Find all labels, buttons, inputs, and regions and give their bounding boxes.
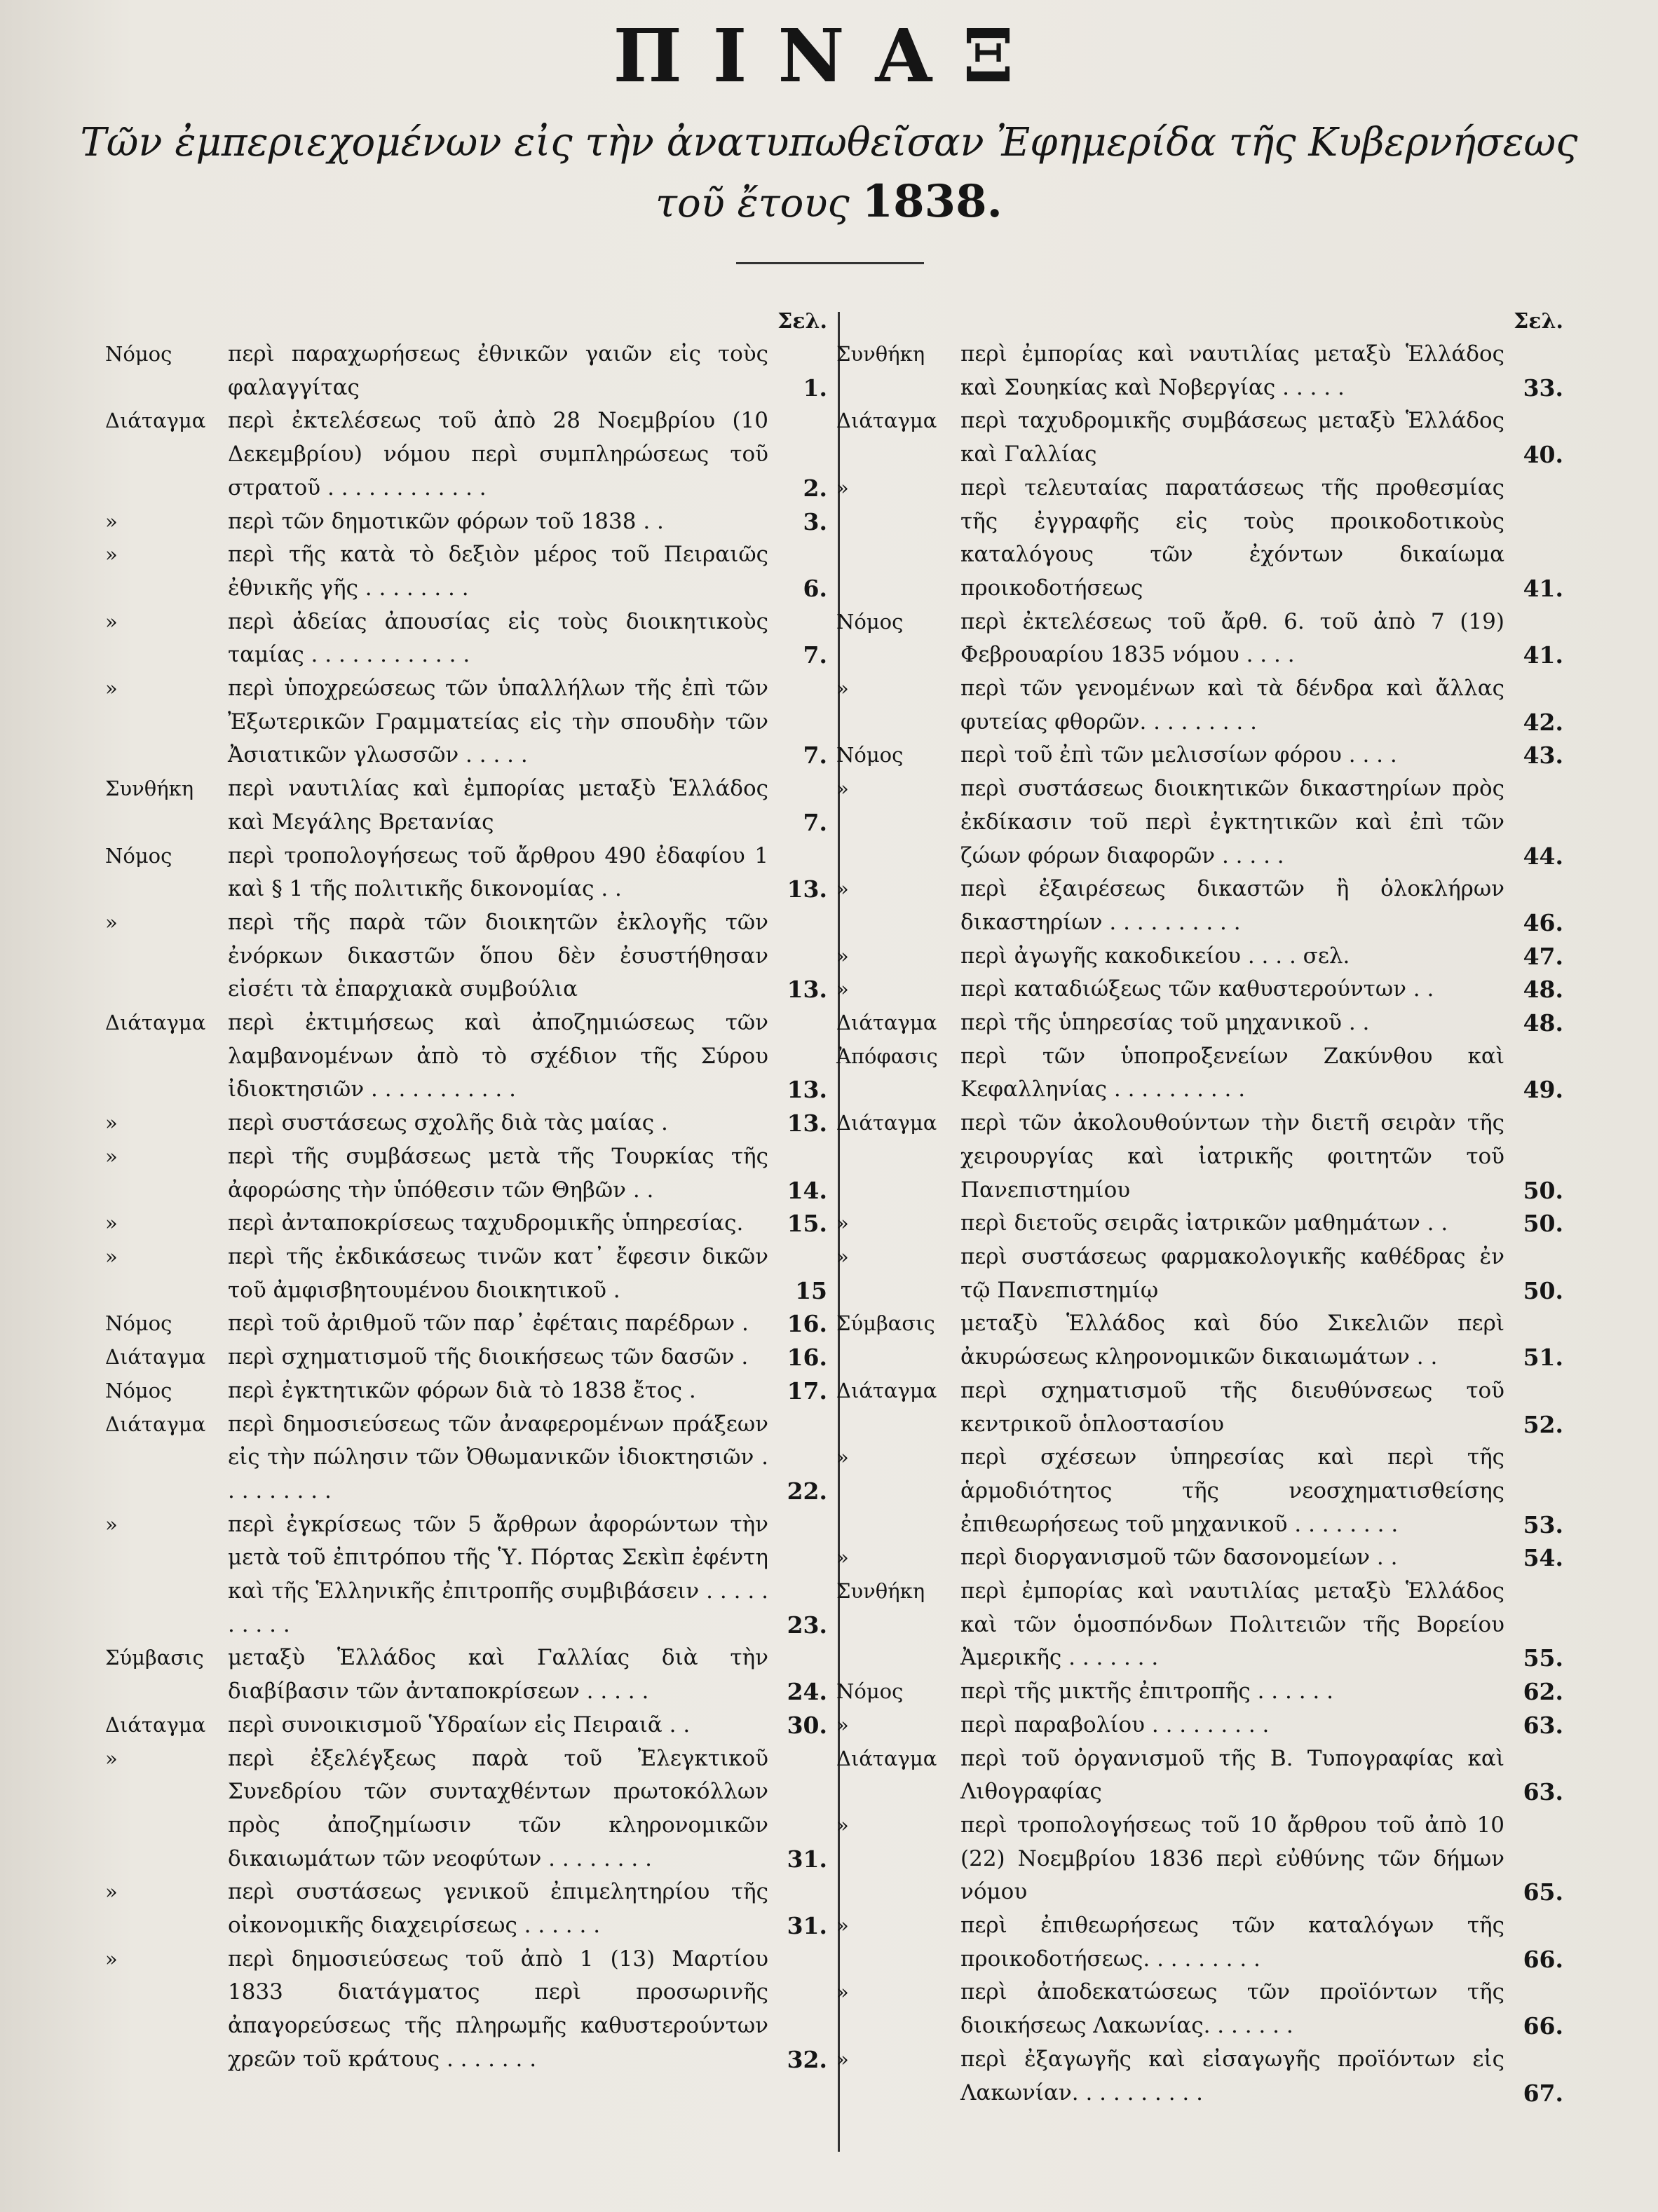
index-entry bbox=[105, 1207, 827, 1241]
entry-type: Νόμος bbox=[836, 1679, 904, 1704]
entry-page-number: 2. bbox=[803, 474, 827, 502]
entry-page-number: 14. bbox=[787, 1176, 827, 1204]
entry-type: Σύμβασις bbox=[105, 1646, 204, 1670]
entry-type: » bbox=[836, 1712, 849, 1737]
entry-type: » bbox=[836, 877, 849, 901]
index-entry bbox=[831, 1040, 1563, 1107]
index-entry bbox=[831, 772, 1563, 873]
entry-page-number: 23. bbox=[787, 1611, 827, 1639]
entry-page-number: 63. bbox=[1523, 1778, 1563, 1806]
entry-description: περὶ συστάσεως σχολῆς διὰ τὰς μαίας . bbox=[228, 1110, 668, 1136]
index-entry bbox=[105, 1742, 827, 1876]
entry-page-number: 41. bbox=[1523, 574, 1563, 602]
entry-description: περὶ τῆς μικτῆς ἐπιτροπῆς . . . . . . bbox=[960, 1679, 1333, 1705]
entry-type: » bbox=[836, 777, 849, 801]
entry-page-number: 66. bbox=[1523, 1945, 1563, 1973]
entry-type: Διάταγμα bbox=[105, 1712, 206, 1737]
entry-page-number: 66. bbox=[1523, 2012, 1563, 2040]
entry-type: Νόμος bbox=[105, 342, 172, 366]
entry-type: » bbox=[836, 676, 849, 701]
entry-page-number: 31. bbox=[787, 1912, 827, 1940]
entry-page-number: 50. bbox=[1523, 1176, 1563, 1204]
entry-description: περὶ ἀποδεκατώσεως τῶν προϊόντων τῆς διοικήσεως Λακωνίας. . . . . . . bbox=[960, 1979, 1504, 2039]
entry-type: Σύμβασις bbox=[836, 1311, 935, 1336]
entry-type: » bbox=[105, 1880, 118, 1904]
entry-type: » bbox=[105, 609, 118, 634]
entry-type: » bbox=[836, 2047, 849, 2071]
entry-type: » bbox=[105, 1946, 118, 1971]
entry-description: περὶ τοῦ ἀριθμοῦ τῶν παρ᾽ ἐφέταις παρέδρων . bbox=[228, 1311, 749, 1337]
index-entry bbox=[831, 1241, 1563, 1307]
entry-type: Διάταγμα bbox=[105, 1412, 206, 1436]
entry-type: Διάταγμα bbox=[105, 1011, 206, 1035]
entry-description: περὶ τῆς συμβάσεως μετὰ τῆς Τουρκίας τῆς ἀφορώσης τὴν ὑπόθεσιν τῶν Θηβῶν . . bbox=[228, 1143, 768, 1203]
index-entry bbox=[831, 1374, 1563, 1441]
index-entry bbox=[105, 1641, 827, 1708]
index-entry bbox=[105, 505, 827, 539]
entry-description: περὶ ἐμπορίας καὶ ναυτιλίας μεταξὺ Ἑλλάδος καὶ τῶν ὁμοσπόνδων Πολιτειῶν τῆς Βορείου Ἀμερικῆς . . . . . . . bbox=[960, 1578, 1504, 1671]
index-entry bbox=[831, 1207, 1563, 1241]
index-entry bbox=[831, 2043, 1563, 2110]
index-entry bbox=[831, 1107, 1563, 1207]
entry-type: » bbox=[105, 1746, 118, 1770]
index-entry bbox=[831, 873, 1563, 939]
index-entry bbox=[105, 538, 827, 605]
left-entries bbox=[105, 338, 827, 2153]
entry-page-number: 40. bbox=[1523, 441, 1563, 469]
index-entry bbox=[105, 840, 827, 906]
entry-page-number: 42. bbox=[1523, 708, 1563, 736]
entry-type: » bbox=[836, 1545, 849, 1570]
entry-page-number: 53. bbox=[1523, 1510, 1563, 1538]
entry-description: περὶ τῆς ὑπηρεσίας τοῦ μηχανικοῦ . . bbox=[960, 1010, 1370, 1036]
entry-page-number: 41. bbox=[1523, 641, 1563, 669]
entry-type: » bbox=[836, 475, 849, 500]
entry-type: » bbox=[836, 1445, 849, 1470]
entry-page-number: 6. bbox=[803, 574, 827, 602]
entry-page-number: 32. bbox=[787, 2045, 827, 2073]
index-entry bbox=[831, 1575, 1563, 1675]
index-entry bbox=[831, 338, 1563, 404]
entry-description: περὶ ἐκτιμήσεως καὶ ἀποζημιώσεως τῶν λαμβανομένων ἀπὸ τὸ σχέδιον τῆς Σύρου ἰδιοκτησιῶν . . . . . . . . . . . bbox=[228, 1010, 768, 1102]
entry-description: μεταξὺ Ἑλλάδος καὶ Γαλλίας διὰ τὴν διαβίβασιν τῶν ἀνταποκρίσεων . . . . . bbox=[228, 1645, 768, 1705]
entry-type: » bbox=[105, 1144, 118, 1168]
entry-type: Νόμος bbox=[105, 1378, 172, 1402]
entry-description: περὶ τῆς ἐκδικάσεως τινῶν κατ᾽ ἔφεσιν δικῶν τοῦ ἀμφισβητουμένου διοικητικοῦ . bbox=[228, 1243, 768, 1303]
entry-description: περὶ τῶν γενομένων καὶ τὰ δένδρα καὶ ἄλλας φυτείας φθορῶν. . . . . . . . . bbox=[960, 676, 1504, 735]
entry-page-number: 16. bbox=[787, 1310, 827, 1338]
entry-description: περὶ ἐγκρίσεως τῶν 5 ἄρθρων ἀφορώντων τὴν μετὰ τοῦ ἐπιτρόπου τῆς Ὑ. Πόρτας Σεκὶπ ἐφέντη καὶ τῆς Ἑλληνικῆς ἐπιτροπῆς συμβιβάσειν . . . . . . . . . . bbox=[228, 1511, 768, 1637]
entry-type: Διάταγμα bbox=[836, 1746, 937, 1770]
entry-page-number: 52. bbox=[1523, 1410, 1563, 1438]
index-entry bbox=[831, 1742, 1563, 1809]
index-entry bbox=[831, 672, 1563, 739]
entry-page-number: 13. bbox=[787, 875, 827, 903]
entry-page-number: 63. bbox=[1523, 1711, 1563, 1739]
entry-page-number: 47. bbox=[1523, 942, 1563, 970]
index-entry bbox=[105, 1140, 827, 1207]
entry-type: Διάταγμα bbox=[105, 1345, 206, 1370]
entry-description: περὶ δημοσιεύσεως τοῦ ἀπὸ 1 (13) Μαρτίου 1833 διατάγματος περὶ προσωρινῆς ἀπαγορεύσεως τῆς πληρωμῆς καθυστερούντων χρεῶν τοῦ κράτους . . . . . . . bbox=[228, 1946, 768, 2072]
index-entry bbox=[105, 1709, 827, 1742]
entry-page-number: 48. bbox=[1523, 976, 1563, 1004]
index-entry bbox=[105, 404, 827, 505]
subtitle-line-2 bbox=[0, 177, 1658, 229]
index-entry bbox=[831, 472, 1563, 606]
index-entry bbox=[831, 1675, 1563, 1709]
entry-description: περὶ συστάσεως φαρμακολογικῆς καθέδρας ἐν τῷ Πανεπιστημίῳ bbox=[960, 1243, 1504, 1303]
entry-description: μεταξὺ Ἑλλάδος καὶ δύο Σικελιῶν περὶ ἀκυρώσεως κληρονομικῶν δικαιωμάτων . . bbox=[960, 1311, 1504, 1370]
left-page-header: Σελ. bbox=[777, 309, 827, 334]
entry-description: περὶ διοργανισμοῦ τῶν δασονομείων . . bbox=[960, 1545, 1398, 1571]
entry-type: Διάταγμα bbox=[836, 1378, 937, 1402]
index-entry bbox=[105, 1408, 827, 1508]
entry-description: περὶ παραβολίου . . . . . . . . . bbox=[960, 1712, 1270, 1737]
title-divider bbox=[736, 262, 924, 264]
entry-page-number: 13. bbox=[787, 1076, 827, 1104]
entry-type: Διάταγμα bbox=[105, 409, 206, 433]
entry-description: περὶ τῆς παρὰ τῶν διοικητῶν ἐκλογῆς τῶν ἐνόρκων δικαστῶν ὅπου δὲν ἐσυστήθησαν εἰσέτι τὰ ἐπαρχιακὰ συμβούλια bbox=[228, 909, 768, 1002]
entry-type: » bbox=[836, 1812, 849, 1837]
right-column bbox=[831, 308, 1563, 2159]
index-entry bbox=[831, 1976, 1563, 2042]
entry-description: περὶ τροπολογήσεως τοῦ ἄρθρου 490 ἐδαφίου 1 καὶ § 1 τῆς πολιτικῆς δικονομίας . . bbox=[228, 842, 768, 902]
entry-page-number: 17. bbox=[787, 1377, 827, 1405]
index-entry bbox=[105, 1374, 827, 1408]
entry-description: περὶ σχηματισμοῦ τῆς διευθύνσεως τοῦ κεντρικοῦ ὁπλοστασίου bbox=[960, 1377, 1504, 1437]
index-entry bbox=[105, 606, 827, 672]
entry-description: περὶ ἐγκτητικῶν φόρων διὰ τὸ 1838 ἔτος . bbox=[228, 1377, 696, 1403]
entry-page-number: 50. bbox=[1523, 1210, 1563, 1238]
index-entry bbox=[105, 906, 827, 1006]
entry-type: Συνθήκη bbox=[836, 342, 925, 366]
index-entry bbox=[831, 1006, 1563, 1040]
entry-page-number: 62. bbox=[1523, 1678, 1563, 1706]
entry-page-number: 44. bbox=[1523, 842, 1563, 870]
entry-type: Ἀπόφασις bbox=[836, 1044, 938, 1068]
entry-description: περὶ τελευταίας παρατάσεως τῆς προθεσμίας τῆς ἐγγραφῆς εἰς τοὺς προικοδοτικοὺς καταλόγους τῶν ἐχόντων δικαίωμα προικοδοτήσεως bbox=[960, 475, 1504, 601]
entry-type: Διάταγμα bbox=[836, 1011, 937, 1035]
index-entry bbox=[105, 772, 827, 839]
index-entry bbox=[105, 1341, 827, 1374]
entry-page-number: 7. bbox=[803, 641, 827, 669]
index-entry bbox=[105, 1508, 827, 1642]
entry-type: Διάταγμα bbox=[836, 409, 937, 433]
subtitle-line-1: Τῶν ἐμπεριεχομένων εἰς τὴν ἀνατυπωθεῖσαν Ἐφημερίδα τῆς Κυβερνήσεως bbox=[80, 120, 1578, 165]
index-entry bbox=[831, 606, 1563, 672]
entry-page-number: 55. bbox=[1523, 1644, 1563, 1672]
entry-page-number: 16. bbox=[787, 1344, 827, 1372]
entry-page-number: 22. bbox=[787, 1477, 827, 1505]
index-entry bbox=[831, 739, 1563, 772]
entry-page-number: 50. bbox=[1523, 1276, 1563, 1304]
entry-description: περὶ συστάσεως διοικητικῶν δικαστηρίων πρὸς ἐκδίκασιν τοῦ περὶ ἐγκτητικῶν καὶ ἐπὶ τῶν ζώων φόρων διαφορῶν . . . . . bbox=[960, 776, 1504, 868]
entry-page-number: 51. bbox=[1523, 1344, 1563, 1372]
entry-description: περὶ ὑποχρεώσεως τῶν ὑπαλλήλων τῆς ἐπὶ τῶν Ἐξωτερικῶν Γραμματείας εἰς τὴν σπουδὴν τῶν Ἀσιατικῶν γλωσσῶν . . . . . bbox=[228, 676, 768, 768]
index-entry bbox=[105, 1006, 827, 1107]
entry-type: » bbox=[105, 1512, 118, 1536]
index-entry bbox=[105, 1107, 827, 1140]
index-entry bbox=[105, 672, 827, 772]
index-entry bbox=[105, 1876, 827, 1942]
entry-page-number: 30. bbox=[787, 1711, 827, 1739]
index-entry bbox=[105, 1307, 827, 1341]
entry-page-number: 33. bbox=[1523, 374, 1563, 402]
entry-type: » bbox=[836, 943, 849, 968]
entry-description: περὶ ἐξαγωγῆς καὶ εἰσαγωγῆς προϊόντων εἰς Λακωνίαν. . . . . . . . . . bbox=[960, 2046, 1504, 2105]
entry-page-number: 46. bbox=[1523, 908, 1563, 936]
subtitle-year: 1838. bbox=[862, 175, 1003, 228]
entry-page-number: 65. bbox=[1523, 1878, 1563, 1906]
entry-description: περὶ ἐκτελέσεως τοῦ ἀπὸ 28 Νοεμβρίου (10 Δεκεμβρίου) νόμου περὶ συμπληρώσεως τοῦ στρατοῦ . . . . . . . . . . . . bbox=[228, 408, 768, 500]
right-page-header: Σελ. bbox=[1514, 309, 1563, 334]
entry-page-number: 67. bbox=[1523, 2079, 1563, 2107]
entry-page-number: 13. bbox=[787, 976, 827, 1004]
entry-page-number: 15 bbox=[795, 1276, 827, 1304]
entry-page-number: 48. bbox=[1523, 1009, 1563, 1037]
index-entry bbox=[831, 940, 1563, 974]
index-entry bbox=[831, 1909, 1563, 1976]
entry-type: » bbox=[836, 977, 849, 1002]
entry-description: περὶ ἐξαιρέσεως δικαστῶν ἢ ὁλοκλήρων δικαστηρίων . . . . . . . . . . bbox=[960, 876, 1504, 935]
entry-description: περὶ τῆς κατὰ τὸ δεξιὸν μέρος τοῦ Πειραιῶς ἐθνικῆς γῆς . . . . . . . . bbox=[228, 542, 768, 601]
entry-description: περὶ τῶν ἀκολουθούντων τὴν διετῆ σειρὰν τῆς χειρουργίας καὶ ἰατρικῆς φοιτητῶν τοῦ Πανεπιστημίου bbox=[960, 1110, 1504, 1203]
entry-page-number: 13. bbox=[787, 1110, 827, 1138]
entry-type: Νόμος bbox=[105, 1311, 172, 1336]
entry-description: περὶ καταδιώξεως τῶν καθυστερούντων . . bbox=[960, 976, 1434, 1002]
entry-description: περὶ ἐπιθεωρήσεως τῶν καταλόγων τῆς προικοδοτήσεως. . . . . . . . . bbox=[960, 1913, 1504, 1972]
index-entry bbox=[831, 1307, 1563, 1374]
subtitle-prefix: τοῦ ἔτους bbox=[655, 181, 850, 226]
index-entry bbox=[105, 1943, 827, 2077]
index-entry bbox=[831, 1709, 1563, 1742]
entry-page-number: 15. bbox=[787, 1210, 827, 1238]
index-entry bbox=[105, 338, 827, 404]
entry-page-number: 7. bbox=[803, 808, 827, 836]
entry-description: περὶ τοῦ ἐπὶ τῶν μελισσίων φόρου . . . . bbox=[960, 742, 1397, 768]
index-entry bbox=[831, 973, 1563, 1006]
entry-type: » bbox=[836, 1913, 849, 1938]
entry-type: » bbox=[836, 1244, 849, 1269]
entry-description: περὶ δημοσιεύσεως τῶν ἀναφερομένων πράξεων εἰς τὴν πώλησιν τῶν Ὀθωμανικῶν ἰδιοκτησιῶν . . . . . . . . . bbox=[228, 1411, 768, 1503]
entry-type: » bbox=[836, 1980, 849, 2005]
entry-type: » bbox=[105, 1211, 118, 1236]
entry-description: περὶ ἀδείας ἀπουσίας εἰς τοὺς διοικητικοὺς ταμίας . . . . . . . . . . . . bbox=[228, 608, 768, 668]
entry-description: περὶ παραχωρήσεως ἐθνικῶν γαιῶν εἰς τοὺς φαλαγγίτας bbox=[228, 341, 768, 400]
entry-description: περὶ τοῦ ὀργανισμοῦ τῆς Β. Τυπογραφίας καὶ Λιθογραφίας bbox=[960, 1745, 1504, 1805]
left-column bbox=[105, 308, 827, 2159]
entry-type: » bbox=[105, 509, 118, 533]
index-entry bbox=[831, 1809, 1563, 1909]
entry-page-number: 1. bbox=[803, 374, 827, 402]
entry-description: περὶ συστάσεως γενικοῦ ἐπιμελητηρίου τῆς οἰκονομικῆς διαχειρίσεως . . . . . . bbox=[228, 1879, 768, 1939]
entry-type: » bbox=[105, 1111, 118, 1135]
index-entry bbox=[831, 1541, 1563, 1575]
entry-description: περὶ ἐξελέγξεως παρὰ τοῦ Ἐλεγκτικοῦ Συνεδρίου τῶν συνταχθέντων πρωτοκόλλων πρὸς ἀποζημίωσιν τῶν κληρονομικῶν δικαιωμάτων τῶν νεοφύτων . . . . . . . . bbox=[228, 1745, 768, 1871]
entry-description: περὶ συνοικισμοῦ Ὑδραίων εἰς Πειραιᾶ . . bbox=[228, 1712, 691, 1737]
entry-description: περὶ σχηματισμοῦ τῆς διοικήσεως τῶν δασῶν . bbox=[228, 1344, 749, 1370]
entry-description: περὶ ἀγωγῆς κακοδικείου . . . . σελ. bbox=[960, 943, 1350, 969]
index-entry bbox=[831, 1441, 1563, 1541]
entry-page-number: 3. bbox=[803, 507, 827, 535]
entry-description: περὶ ἐκτελέσεως τοῦ ἄρθ. 6. τοῦ ἀπὸ 7 (19) Φεβρουαρίου 1835 νόμου . . . . bbox=[960, 608, 1504, 668]
entry-description: περὶ τροπολογήσεως τοῦ 10 ἄρθρου τοῦ ἀπὸ 10 (22) Νοεμβρίου 1836 περὶ εὐθύνης τῶν δήμων νόμου bbox=[960, 1812, 1504, 1905]
entry-description: περὶ ναυτιλίας καὶ ἐμπορίας μεταξὺ Ἑλλάδος καὶ Μεγάλης Βρετανίας bbox=[228, 776, 768, 835]
entry-type: » bbox=[836, 1211, 849, 1236]
entry-type: Συνθήκη bbox=[105, 777, 194, 801]
entry-page-number: 49. bbox=[1523, 1076, 1563, 1104]
entry-description: περὶ ἐμπορίας καὶ ναυτιλίας μεταξὺ Ἑλλάδος καὶ Σουηκίας καὶ Νοβεργίας . . . . . bbox=[960, 341, 1504, 400]
index-entry bbox=[105, 1241, 827, 1307]
entry-type: Νόμος bbox=[105, 843, 172, 868]
entry-page-number: 31. bbox=[787, 1845, 827, 1873]
index-entry bbox=[831, 404, 1563, 471]
entry-type: » bbox=[105, 676, 118, 701]
entry-page-number: 24. bbox=[787, 1678, 827, 1706]
entry-description: περὶ τῶν ὑποπροξενείων Ζακύνθου καὶ Κεφαλληνίας . . . . . . . . . . bbox=[960, 1043, 1504, 1102]
entry-page-number: 54. bbox=[1523, 1544, 1563, 1572]
entry-description: περὶ σχέσεων ὑπηρεσίας καὶ περὶ τῆς ἁρμοδιότητος τῆς νεοσχηματισθείσης ἐπιθεωρήσεως τοῦ μηχανικοῦ . . . . . . . . bbox=[960, 1445, 1504, 1537]
entry-page-number: 7. bbox=[803, 742, 827, 770]
entry-type: » bbox=[105, 910, 118, 934]
entry-description: περὶ τῶν δημοτικῶν φόρων τοῦ 1838 . . bbox=[228, 508, 664, 534]
entry-type: Νόμος bbox=[836, 609, 904, 634]
entry-type: » bbox=[105, 1244, 118, 1269]
entry-description: περὶ ταχυδρομικῆς συμβάσεως μεταξὺ Ἑλλάδος καὶ Γαλλίας bbox=[960, 408, 1504, 467]
entry-type: » bbox=[105, 542, 118, 567]
entry-page-number: 43. bbox=[1523, 742, 1563, 770]
entry-description: περὶ διετοῦς σειρᾶς ἰατρικῶν μαθημάτων . . bbox=[960, 1210, 1448, 1236]
entry-type: Διάταγμα bbox=[836, 1111, 937, 1135]
page-title: ΠΙΝΑΞ bbox=[613, 13, 1045, 99]
right-entries bbox=[831, 338, 1563, 2153]
entry-type: Συνθήκη bbox=[836, 1579, 925, 1604]
entry-type: Νόμος bbox=[836, 743, 904, 767]
entry-description: περὶ ἀνταποκρίσεως ταχυδρομικῆς ὑπηρεσίας. bbox=[228, 1210, 744, 1236]
